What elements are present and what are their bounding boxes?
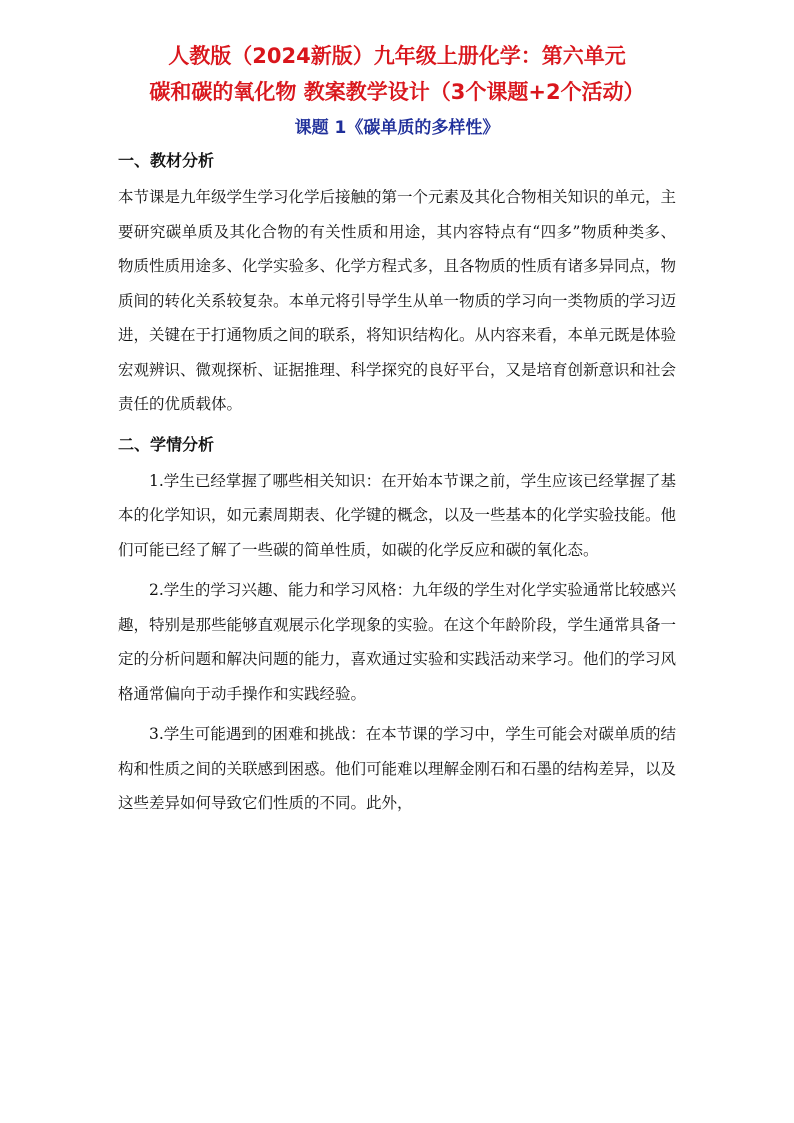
paragraph: 本节课是九年级学生学习化学后接触的第一个元素及其化合物相关知识的单元，主要研究碳单质及其化合物的有关性质和用途，其内容特点有“四多”物质种类多、物质性质用途多、化学实验多、化学方程式多，且各物质的性质有诸多异同点，物质间的转化关系较复杂。本单元将引导学生从单一物质的学习向一类物质的学习迈进，关键在于打通物质之间的联系，将知识结构化。从内容来看，本单元既是体验宏观辨识、微观探析、证据推理、科学探究的良好平台，又是培育创新意识和社会责任的优质载体。 [118, 188, 677, 413]
paragraph: 1.学生已经掌握了哪些相关知识：在开始本节课之前，学生应该已经掌握了基本的化学知识，如元素周期表、化学键的概念，以及一些基本的化学实验技能。他们可能已经了解了一些碳的简单性质，如碳的化学反应和碳的氧化态。 [118, 471, 677, 559]
section-heading: 一、教材分析 [118, 151, 215, 170]
lesson-subtitle: 课题 1《碳单质的多样性》 [294, 118, 500, 138]
title-line-1: 人教版（2024新版）九年级上册化学：第六单元 [168, 44, 626, 68]
title-line-2: 碳和碳的氧化物 教案教学设计（3个课题+2个活动） [149, 80, 645, 104]
paragraph: 3.学生可能遇到的困难和挑战：在本节课的学习中，学生可能会对碳单质的结构和性质之间的关联感到困惑。他们可能难以理解金刚石和石墨的结构差异，以及这些差异如何导致它们性质的不同。此外， [118, 725, 677, 812]
section-heading: 二、学情分析 [118, 434, 215, 454]
section-textbook-analysis [118, 148, 676, 422]
section-student-analysis [118, 432, 676, 821]
paragraph: 2.学生的学习兴趣、能力和学习风格：九年级的学生对化学实验通常比较感兴趣，特别是那些能够直观展示化学现象的实验。在这个年龄阶段，学生通常具备一定的分析问题和解决问题的能力，喜欢通过实验和实践活动来学习。他们的学习风格通常偏向于动手操作和实践经验。 [118, 581, 677, 703]
